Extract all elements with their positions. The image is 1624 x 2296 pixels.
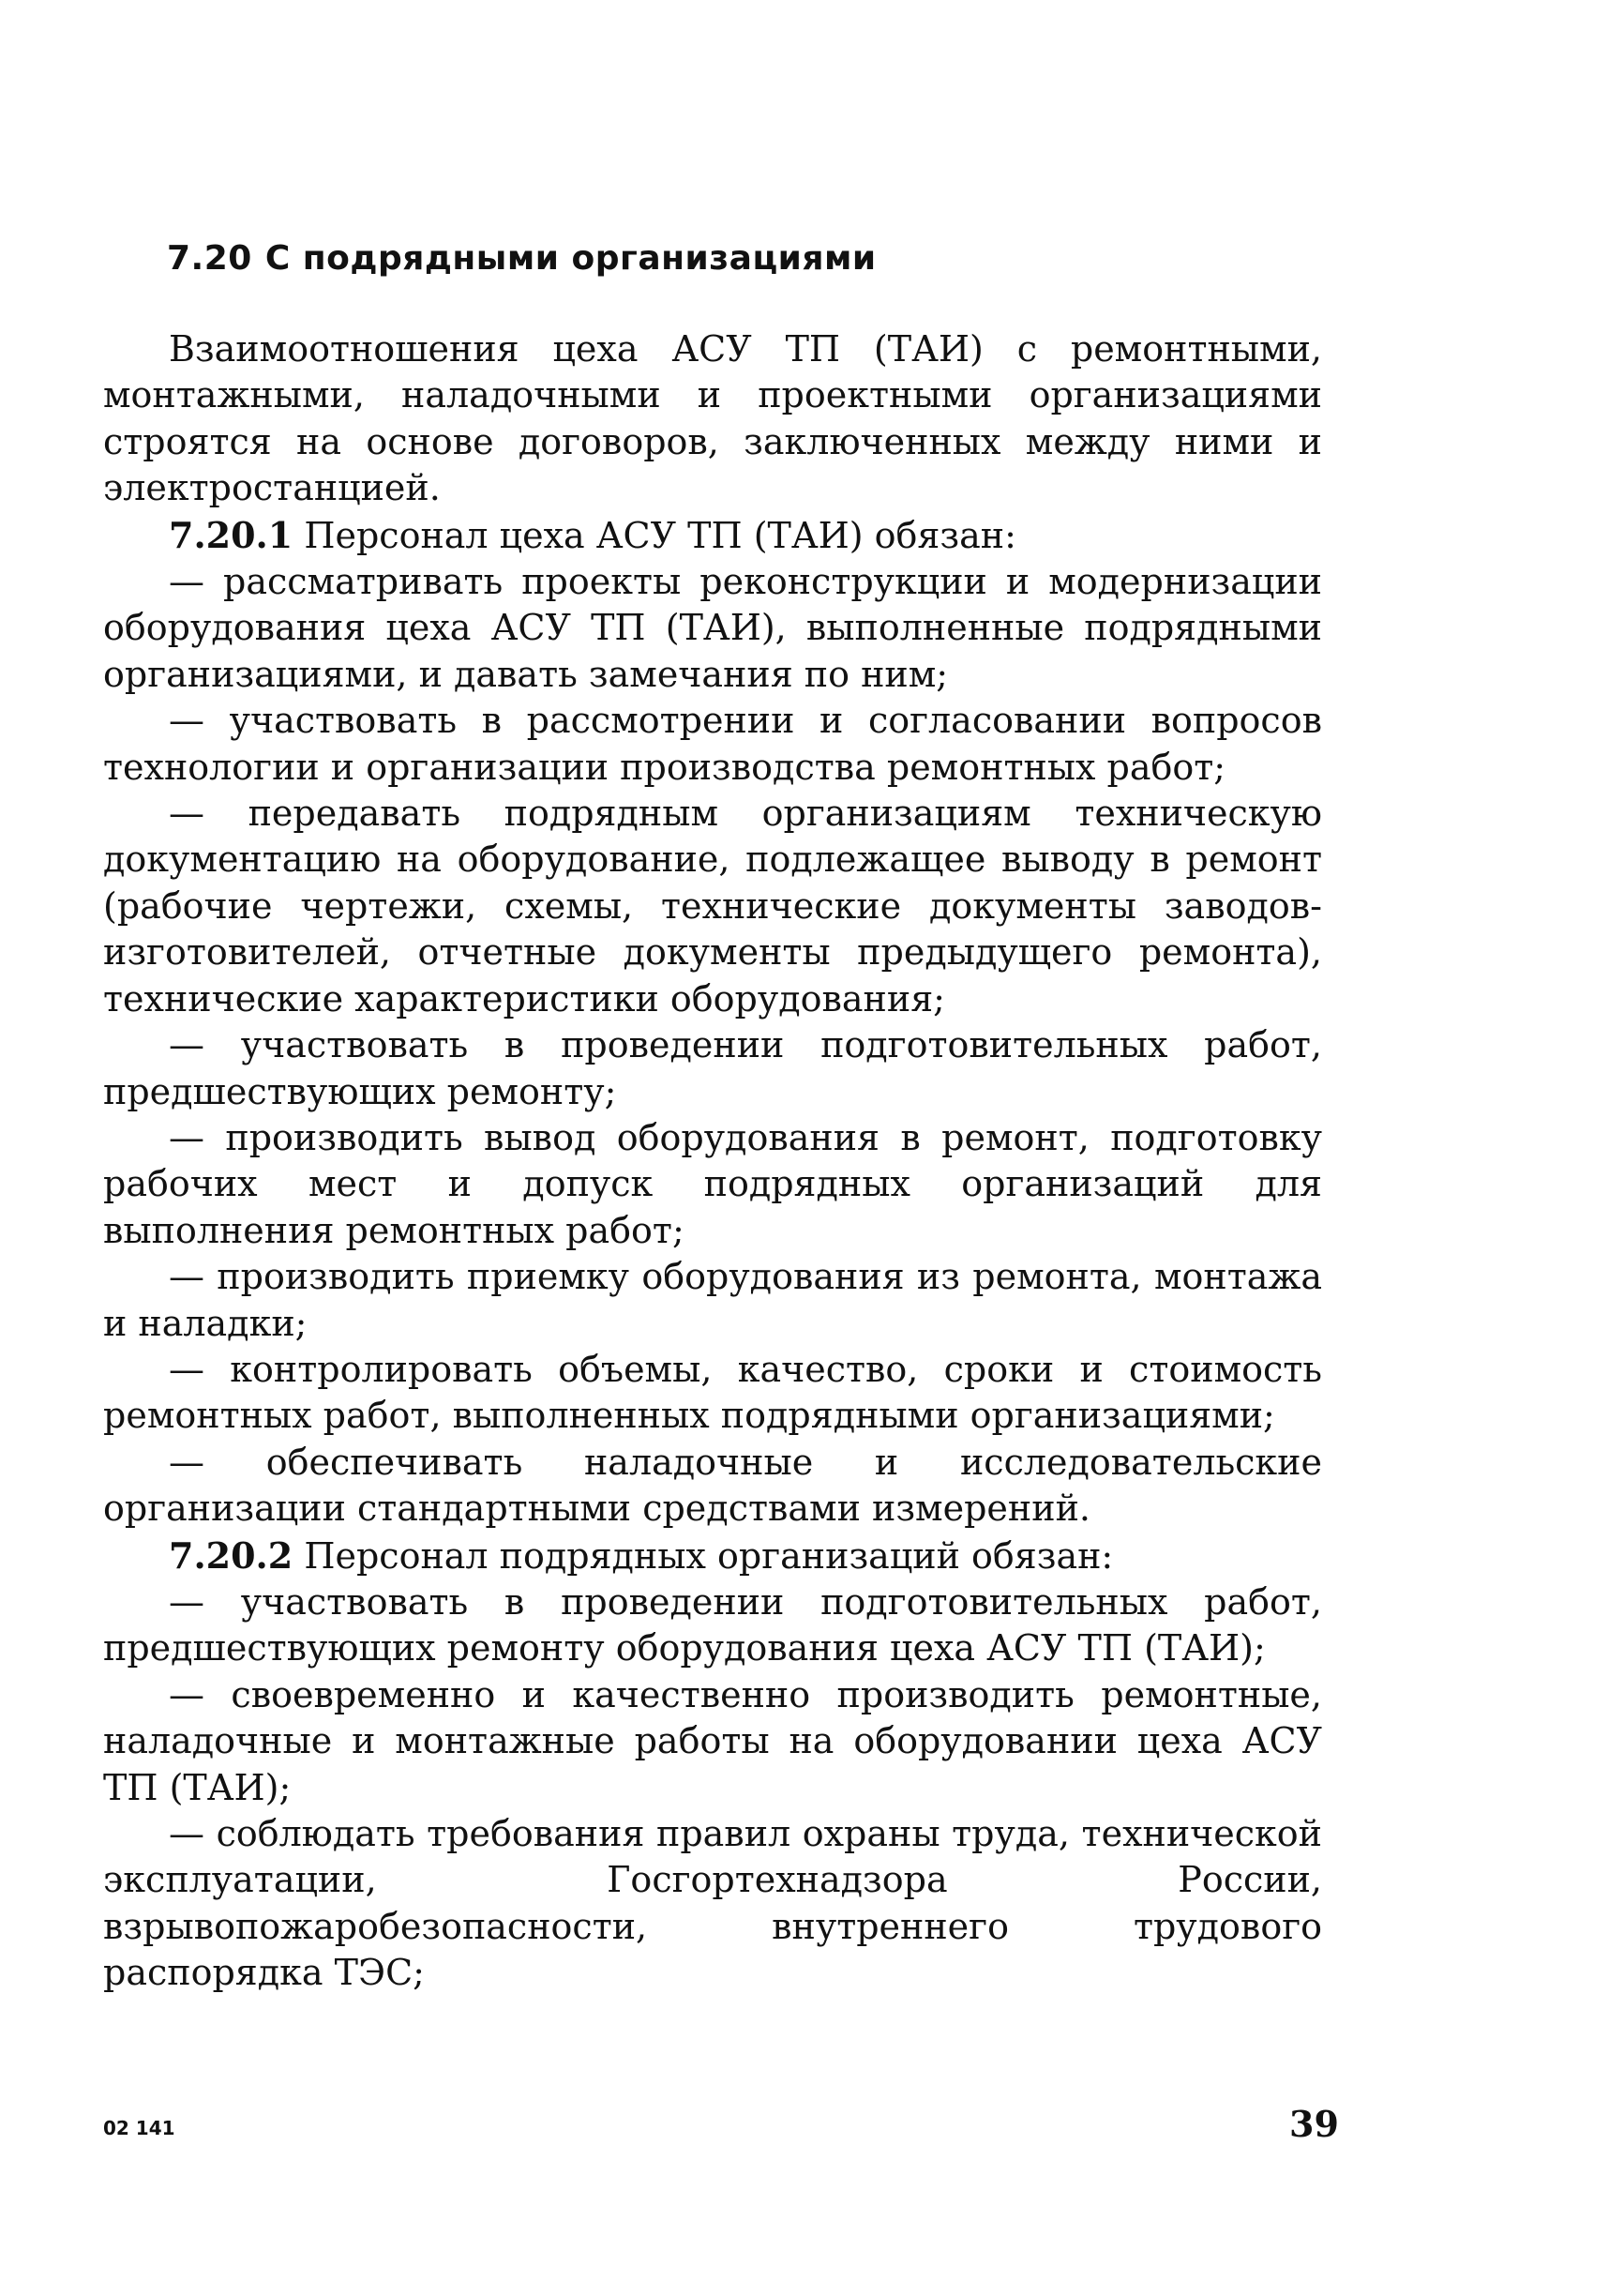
clause-number: 7.20.2 [169,1533,293,1577]
intro-paragraph: Взаимоотношения цеха АСУ ТП (ТАИ) с ремонтными, монтажными, наладочными и проектными организациями строятся на основе договоров, заключенных между ними и электростанцией. [103,328,1322,509]
list-item: — контролировать объемы, качество, сроки и стоимость ремонтных работ, выполненных подрядными организациями; [103,1348,1322,1437]
list-item: — соблюдать требования правил охраны труда, технической эксплуатации, Госгортехнадзора России, взрывопожаробезопасности, внутреннего трудового распорядка ТЭС; [103,1813,1322,1994]
clause-number: 7.20.1 [169,513,293,556]
page-number: 39 [1289,2103,1339,2145]
footer-code: 02 141 [103,2117,175,2139]
section-heading [167,239,1322,278]
list-item: — производить приемку оборудования из ремонта, монтажа и наладки; [103,1256,1322,1344]
list-item: — участвовать в рассмотрении и согласовании вопросов технологии и организации производства ремонтных работ; [103,700,1322,788]
list-item: — рассматривать проекты реконструкции и модернизации оборудования цеха АСУ ТП (ТАИ), выполненные подрядными организациями, и давать замечания по ним; [103,561,1322,695]
section-title: С подрядными организациями [264,239,877,278]
section-number: 7.20 [167,239,252,278]
clause-lead-text: Персонал подрядных организаций обязан: [304,1534,1114,1577]
document-page [103,239,1322,1997]
clause-lead-text: Персонал цеха АСУ ТП (ТАИ) обязан: [304,514,1016,556]
list-item: — участвовать в проведении подготовительных работ, предшествующих ремонту оборудования цеха АСУ ТП (ТАИ); [103,1580,1322,1669]
clause-7-20-2-lead [103,1533,1322,1579]
clause-7-20-1-lead [103,512,1322,559]
list-item: — участвовать в проведении подготовительных работ, предшествующих ремонту; [103,1024,1322,1112]
section-body [103,326,1322,1997]
list-item: — передавать подрядным организациям техническую документацию на оборудование, подлежащее выводу в ремонт (рабочие чертежи, схемы, технические документы заводов-изготовителей, отчетные документы предыдущего ремонта), технические характеристики оборудования; [103,793,1322,1020]
list-item: — обеспечивать наладочные и исследовательские организации стандартными средствами измерений. [103,1441,1322,1530]
list-item: — своевременно и качественно производить ремонтные, наладочные и монтажные работы на оборудовании цеха АСУ ТП (ТАИ); [103,1673,1322,1808]
list-item: — производить вывод оборудования в ремонт, подготовку рабочих мест и допуск подрядных организаций для выполнения ремонтных работ; [103,1116,1322,1251]
